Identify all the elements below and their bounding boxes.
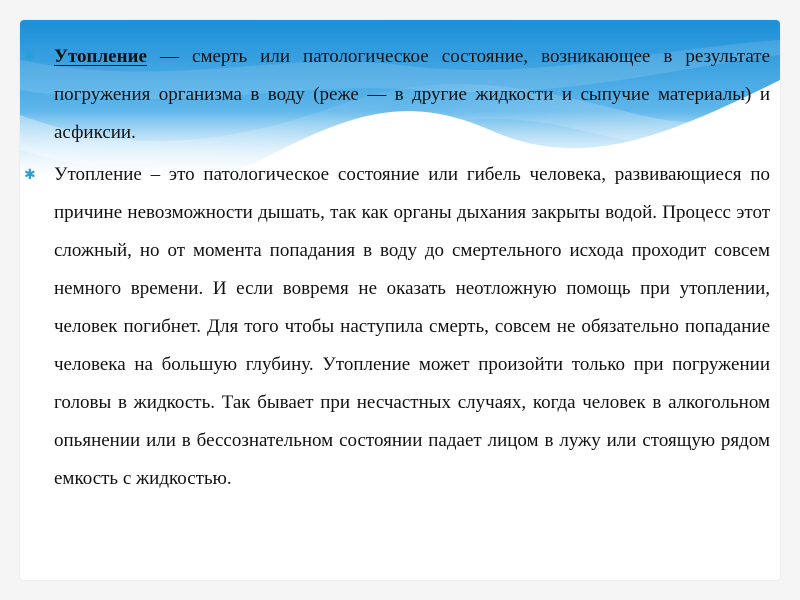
asterisk-icon: ✱ — [24, 49, 36, 65]
bullet-item — [24, 38, 770, 152]
definition-text: — смерть или патологическое состояние, возникающее в результате погружения организма в воду (реже — в другие жидкости и сыпучие материалы) и асфиксии. — [54, 46, 770, 143]
slide-content — [24, 38, 770, 502]
asterisk-icon: ✱ — [24, 167, 36, 183]
bullet-item — [24, 156, 770, 498]
bullet-text — [54, 38, 770, 152]
slide — [20, 20, 780, 580]
bullet-text: Утопление – это патологическое состояние или гибель человека, развивающиеся по причине невозможности дышать, так как органы дыхания закрыты водой. Процесс этот сложный, но от момента попадания в воду до смертельного исхода проходит совсем немного времени. И если вовремя не оказать неотложную помощь при утоплении, человек погибнет. Для того чтобы наступила смерть, совсем не обязательно попадание человека на большую глубину. Утопление может произойти только при погружении головы в жидкость. Так бывает при несчастных случаях, когда человек в алкогольном опьянении или в бессознательном состоянии падает лицом в лужу или стоящую рядом емкость с жидкостью. — [54, 164, 770, 489]
term-link[interactable]: Утопление — [54, 46, 147, 67]
